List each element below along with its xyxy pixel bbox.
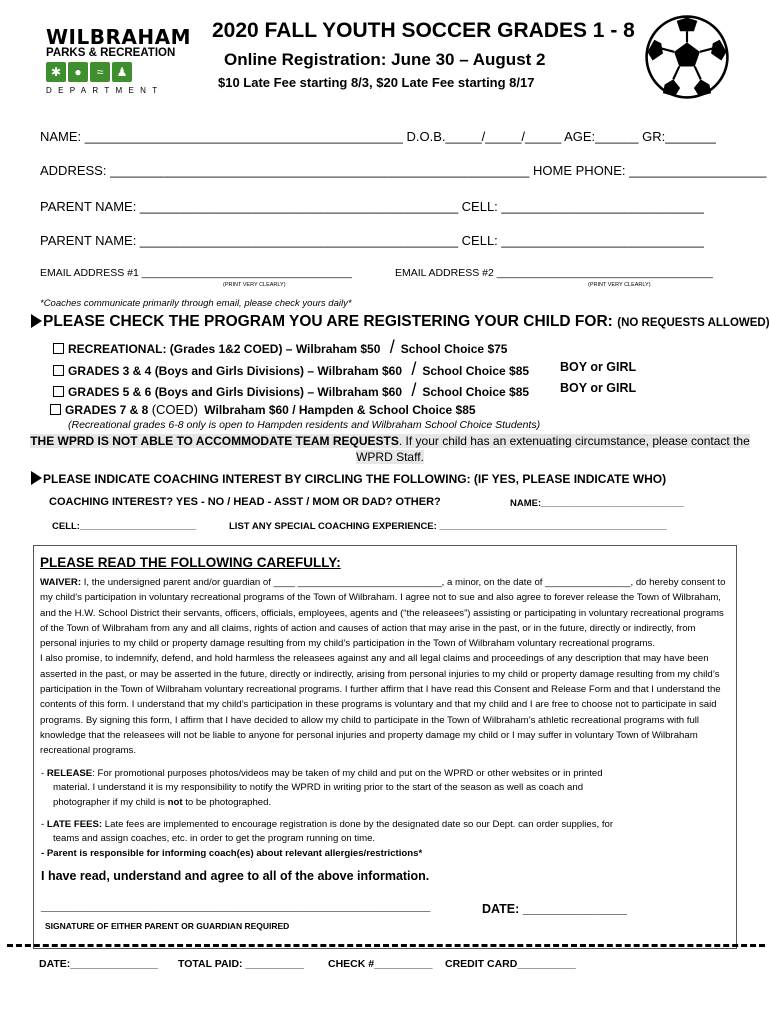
program-label: GRADES 7 & 8 <box>65 403 149 417</box>
gender-choice-grades-5-6[interactable]: BOY or GIRL <box>560 381 637 395</box>
registration-dates: Online Registration: June 30 – August 2 <box>224 50 546 69</box>
print-clearly-note-1: (PRINT VERY CLEARLY) <box>223 282 286 288</box>
team-requests-rest: . If your child has an extenuating circumstance, please contact the WPRD Staff. <box>356 434 750 464</box>
parent-responsibility-text: Parent is responsible for informing coach(es) about relevant allergies/restrictions* <box>46 847 423 859</box>
late-fee-note: $10 Late Fee starting 8/3, $20 Late Fee starting 8/17 <box>218 75 535 90</box>
release-label: RELEASE <box>46 768 93 779</box>
gender-choice-grades-3-4[interactable]: BOY or GIRL <box>560 360 637 374</box>
program-option-grades-7-8[interactable] <box>50 402 476 417</box>
release-line-2: material. I understand it is my responsibility to notify the WPRD in writing prior to the start of the season as well as coach and <box>53 782 584 794</box>
school-choice-price: School Choice $75 <box>400 342 508 356</box>
indemnify-paragraph: I also promise, to indemnify, defend, and hold harmless the releasees against any and all legal claims and proceedings of any description that may have been asserted in the past, or may be asserted in the future, directly or indirectly, arising from personal injuries to my child or property damage resulting from my child’s participation in the Town of Wilbraham voluntary recreational programs. I further affirm that I have read this Consent and Release Form and that I understand the contents of this form. I understand that my child’s participation in these programs is voluntary and that my child and I are free to choose not to participate in said programs. By signing this form, I affirm that I have decided to allow my child to participate in the Town of Wilbraham’s athletic recreational programs with full knowledge that the releasees will not be liable to anyone for personal injuries and property damage my child or I may suffer in voluntary Town of Wilbraham recreational programs. <box>40 653 721 757</box>
program-price: Wilbraham $60 / Hampden & School Choice $85 <box>204 403 476 417</box>
office-date-field[interactable]: DATE:_______________ <box>39 958 158 970</box>
team-requests-bold: THE WPRD IS NOT ABLE TO ACCOMMODATE TEAM REQUESTS <box>30 434 399 448</box>
signature-date-field[interactable]: DATE: _______________ <box>482 902 628 916</box>
arrow-right-icon <box>31 314 42 328</box>
signature-label: SIGNATURE OF EITHER PARENT OR GUARDIAN REQUIRED <box>45 921 290 931</box>
program-label: GRADES 3 & 4 (Boys and Girls Divisions) – Wilbraham $60 <box>68 364 402 378</box>
late-fees-section <box>41 818 701 861</box>
no-requests-note: (NO REQUESTS ALLOWED) <box>617 317 770 329</box>
release-section <box>41 767 701 810</box>
email-address-2-field[interactable]: EMAIL ADDRESS #2 _____________________________________ <box>395 267 713 279</box>
email-address-1-field[interactable]: EMAIL ADDRESS #1 ____________________________________ <box>40 267 352 279</box>
waiver-paragraph <box>40 575 730 651</box>
release-line-3 <box>41 796 701 810</box>
cut-line-divider <box>7 944 765 947</box>
checkbox[interactable] <box>53 386 64 397</box>
coed-label: (COED) <box>151 402 198 417</box>
page-title: 2020 FALL YOUTH SOCCER GRADES 1 - 8 <box>212 19 635 42</box>
program-option-grades-3-4[interactable] <box>53 359 529 380</box>
signature-line[interactable]: ________________________________________________________ <box>41 899 431 913</box>
release-text: : For promotional purposes photos/videos may be taken of my child and put on the WPRD or other websites or in printed <box>92 768 603 779</box>
coaching-heading-text: PLEASE INDICATE COACHING INTEREST BY CIRCLING THE FOLLOWING: (IF YES, PLEASE INDICATE WHO) <box>43 472 667 486</box>
school-choice-price: School Choice $85 <box>422 364 530 378</box>
program-label: RECREATIONAL: (Grades 1&2 COED) – Wilbraham $50 <box>68 342 381 356</box>
coaches-email-note: *Coaches communicate primarily through email, please check yours daily* <box>40 298 352 309</box>
parent-name-cell-field-1[interactable]: PARENT NAME: ____________________________________________ CELL: ____________________________ <box>40 199 704 214</box>
late-fees-label: LATE FEES: <box>46 819 103 830</box>
program-heading-text: PLEASE CHECK THE PROGRAM YOU ARE REGISTERING YOUR CHILD FOR: <box>43 313 613 330</box>
release-line-1: - RELEASE: For promotional purposes photos/videos may be taken of my child and put on the WPRD or other websites or in printed <box>41 768 603 779</box>
release-not: not <box>167 796 183 808</box>
program-option-recreational[interactable] <box>53 337 507 358</box>
ball-icon: ● <box>68 62 88 82</box>
name-dob-age-grade-field[interactable]: NAME: ____________________________________________ D.O.B._____/_____/_____ AGE:______ GR:_______ <box>40 129 716 144</box>
agreement-statement: I have read, understand and agree to all of the above information. <box>41 869 430 883</box>
late-fees-line-2: teams and assign coaches, etc. in order to get the program running on time. <box>53 833 376 845</box>
waiver-heading: PLEASE READ THE FOLLOWING CAREFULLY: <box>40 555 341 570</box>
wilbraham-logo <box>46 25 191 97</box>
logo-title: WILBRAHAM <box>46 25 191 49</box>
credit-card-field[interactable]: CREDIT CARD__________ <box>445 958 576 970</box>
logo-subtitle: PARKS & RECREATION <box>46 47 176 59</box>
checkbox[interactable] <box>53 365 64 376</box>
program-label: GRADES 5 & 6 (Boys and Girls Divisions) – Wilbraham $60 <box>68 385 402 399</box>
parent-name-cell-field-2[interactable]: PARENT NAME: ____________________________________________ CELL: ____________________________ <box>40 233 704 248</box>
coaching-experience-field[interactable]: LIST ANY SPECIAL COACHING EXPERIENCE: ___________________________________________ <box>229 521 667 532</box>
soccer-ball-icon <box>644 14 730 100</box>
checkbox[interactable] <box>53 343 64 354</box>
logo-department: DEPARTMENT <box>46 86 164 95</box>
program-option-grades-5-6[interactable] <box>53 380 529 401</box>
coaching-interest-options[interactable]: COACHING INTEREST? YES - NO / HEAD - ASST / MOM OR DAD? OTHER? <box>49 496 441 508</box>
late-fees-line-1: - LATE FEES: Late fees are implemented to encourage registration is done by the designated date so our Dept. can order supplies, for <box>41 819 614 830</box>
total-paid-field[interactable]: TOTAL PAID: __________ <box>178 958 304 970</box>
coaching-heading <box>31 470 666 488</box>
parent-responsibility-line: - Parent is responsible for informing coach(es) about relevant allergies/restrictions* <box>41 847 423 859</box>
address-phone-field[interactable]: ADDRESS: __________________________________________________________ HOME PHONE: ___________________ <box>40 163 767 178</box>
coach-name-field[interactable]: NAME:___________________________ <box>510 498 684 509</box>
slash: / <box>411 380 417 400</box>
check-number-field[interactable]: CHECK #__________ <box>328 958 433 970</box>
waiver-label: WAIVER: <box>40 577 82 588</box>
recreational-eligibility-note: (Recreational grades 6-8 only is open to Hampden residents and Wilbraham School Choice Students) <box>68 419 541 431</box>
school-choice-price: School Choice $85 <box>422 385 530 399</box>
slash: / <box>411 359 417 379</box>
hiker-icon: ♟ <box>112 62 132 82</box>
arrow-right-icon <box>31 471 42 485</box>
release-text: to be photographed. <box>182 796 272 808</box>
waiver-body: I, the undersigned parent and/or guardian of ____ ___________________________, a minor, on the date of ________________, do hereby consent to my child’s participation in voluntary recreational programs of the Town of Wilbraham. I agree not to sue and also agree to forever release the Town of Wilbraham, and the H.W. School District their servants, officers, officials, employees, agents and (“the releasees”) assisting or participating in voluntary recreational programs of the Town of Wilbraham from any and all claims, rights of action and causes of action that may arise in the past, or in the future, directly or indirectly, from personal injuries to my child or property damage resulting from my child’s participation in the Town of Wilbraham voluntary recreational programs. <box>40 577 726 650</box>
bug-icon: ✱ <box>46 62 66 82</box>
swimmer-icon: ≈ <box>90 62 110 82</box>
slash: / <box>389 337 395 357</box>
logo-icons <box>46 62 176 82</box>
coach-cell-field[interactable]: CELL:______________________ <box>52 521 197 532</box>
checkbox[interactable] <box>50 404 61 415</box>
waiver-text <box>40 575 730 759</box>
late-fees-text: Late fees are implemented to encourage registration is done by the designated date so our Dept. can order supplies, for <box>102 819 614 830</box>
team-requests-notice <box>26 433 754 465</box>
release-text: photographer if my child is <box>53 796 168 808</box>
print-clearly-note-2: (PRINT VERY CLEARLY) <box>588 282 651 288</box>
program-heading <box>31 313 770 331</box>
